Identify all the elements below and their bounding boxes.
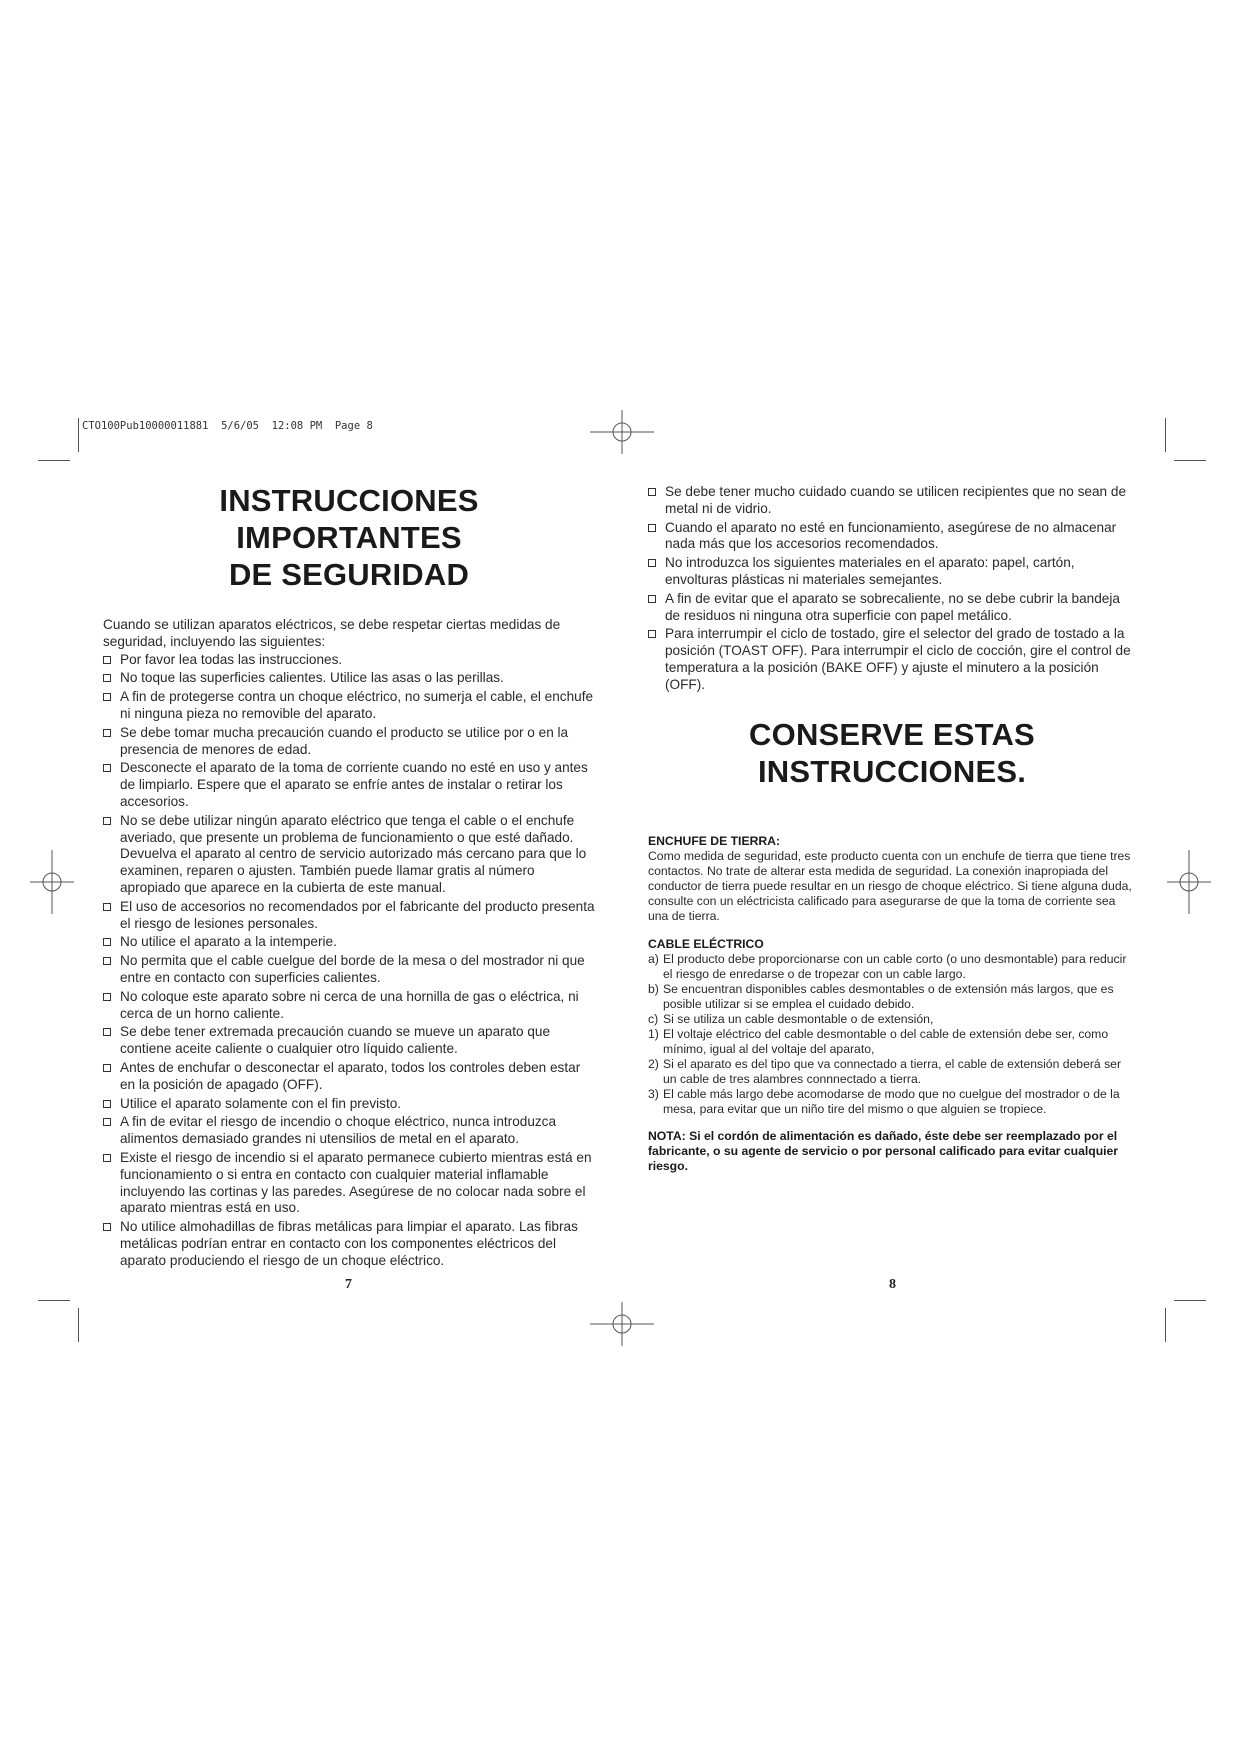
safety-title-line2: DE SEGURIDAD [228, 557, 470, 592]
list-item: a) El producto debe proporcionarse con un cable corto (o uno desmontable) para reducir el riesgo de enredarse o de tropezar con un cable largo. [648, 952, 1127, 981]
list-item: No coloque este aparato sobre ni cerca de una hornilla de gas o eléctrica, ni cerca de un horno caliente. [103, 989, 595, 1023]
cord-list [648, 952, 1136, 1117]
conserve-title-line1: CONSERVE ESTAS [749, 717, 1035, 752]
checkbox-icon [648, 630, 656, 638]
left-page [103, 482, 595, 1271]
crop-mark [1165, 418, 1166, 452]
checkbox-icon [103, 764, 111, 772]
list-item: Cuando el aparato no esté en funcionamiento, asegúrese de no almacenar nada más que los accesorios recomendados. [648, 520, 1136, 554]
list-item: b) Se encuentran disponibles cables desmontables o de extensión más largos, que es posible utilizar si se emplea el cuidado debido. [648, 982, 1114, 1011]
safety-title [103, 482, 595, 593]
list-item: A fin de protegerse contra un choque eléctrico, no sumerja el cable, el enchufe ni ninguna pieza no removible del aparato. [103, 689, 595, 723]
checkbox-icon [103, 1100, 111, 1108]
list-item: No utilice el aparato a la intemperie. [103, 934, 595, 951]
crop-mark [38, 1300, 70, 1301]
list-item: No utilice almohadillas de fibras metálicas para limpiar el aparato. Las fibras metálicas podrían entrar en contacto con los componentes eléctricos del aparato produciendo el riesgo de un choque eléctrico. [103, 1219, 595, 1269]
checkbox-icon [103, 656, 111, 664]
crop-mark [38, 460, 70, 461]
list-item: A fin de evitar que el aparato se sobrecaliente, no se debe cubrir la bandeja de residuos ni ninguna otra superficie con papel metálico. [648, 591, 1136, 625]
checkbox-icon [103, 1028, 111, 1036]
right-page [648, 484, 1136, 1186]
checkbox-icon [103, 729, 111, 737]
crop-mark [78, 418, 79, 452]
checkbox-icon [648, 595, 656, 603]
registration-mark-icon [590, 1302, 654, 1346]
checkbox-icon [103, 938, 111, 946]
list-item: El uso de accesorios no recomendados por el fabricante del producto presenta el riesgo de lesiones personales. [103, 899, 595, 933]
crop-mark [1174, 460, 1206, 461]
list-item: Antes de enchufar o desconectar el aparato, todos los controles deben estar en la posición de apagado (OFF). [103, 1060, 595, 1094]
checkbox-icon [103, 993, 111, 1001]
crop-mark [1165, 1308, 1166, 1342]
list-item: Se debe tener extremada precaución cuando se mueve un aparato que contiene aceite caliente o cualquier otro líquido caliente. [103, 1024, 595, 1058]
checkbox-icon [648, 559, 656, 567]
list-item: 1) El voltaje eléctrico del cable desmontable o del cable de extensión debe ser, como mínimo, igual al del voltaje del aparato, [648, 1027, 1109, 1056]
checkbox-icon [103, 903, 111, 911]
list-item: 3) El cable más largo debe acomodarse de modo que no cuelgue del mostrador o de la mesa, para evitar que un niño tire del mismo o que alguien se tropiece. [648, 1087, 1120, 1116]
list-item: No introduzca los siguientes materiales en el aparato: papel, cartón, envolturas plásticas ni materiales semejantes. [648, 555, 1136, 589]
registration-mark-icon [30, 850, 74, 914]
list-item: No se debe utilizar ningún aparato eléctrico que tenga el cable o el enchufe averiado, que presente un problema de funcionamiento o que esté dañado. Devuelva el aparato al centro de servicio autorizado más cercano para que lo examinen, reparen o ajusten. También puede llamar gratis al número apropiado que aparece en la cubierta de este manual. [103, 813, 595, 897]
list-item: Se debe tener mucho cuidado cuando se utilicen recipientes que no sean de metal ni de vidrio. [648, 484, 1136, 518]
crop-mark [78, 1308, 79, 1342]
safety-list-right [648, 484, 1136, 696]
checkbox-icon [103, 1064, 111, 1072]
registration-mark-icon [1167, 850, 1211, 914]
note-paragraph: NOTA: Si el cordón de alimentación es dañado, éste debe ser reemplazado por el fabricante, o su agente de servicio o por personal calificado para evitar cualquier riesgo. [648, 1129, 1119, 1173]
conserve-title-line2: INSTRUCCIONES. [757, 754, 1027, 789]
list-item: Utilice el aparato solamente con el fin previsto. [103, 1096, 595, 1113]
page-number-left: 7 [345, 1277, 352, 1292]
list-item: Existe el riesgo de incendio si el aparato permanece cubierto mientras está en funcionamiento o si entra en contacto con cualquier material inflamable incluyendo las cortinas y las paredes. Asegúrese de no colocar nada sobre el aparato mientras está en uso. [103, 1150, 595, 1217]
checkbox-icon [103, 1223, 111, 1231]
list-item: Desconecte el aparato de la toma de corriente cuando no esté en uso y antes de limpiarlo. Espere que el aparato se enfríe antes de instalar o retirar los accesorios. [103, 760, 595, 810]
intro-paragraph: Cuando se utilizan aparatos eléctricos, se debe respetar ciertas medidas de seguridad, incluyendo las siguientes: [103, 617, 561, 649]
checkbox-icon [648, 524, 656, 532]
list-item: 2) Si el aparato es del tipo que va connectado a tierra, el cable de extensión deberá ser un cable de tres alambres connnectado a tierra. [648, 1057, 1122, 1086]
cord-heading: CABLE ELÉCTRICO [648, 937, 764, 951]
list-item: No toque las superficies calientes. Utilice las asas o las perillas. [103, 670, 595, 687]
list-item: A fin de evitar el riesgo de incendio o choque eléctrico, nunca introduzca alimentos demasiado grandes ni utensilios de metal en el aparato. [103, 1114, 595, 1148]
safety-title-line1: INSTRUCCIONES IMPORTANTES [219, 483, 479, 555]
list-item: No permita que el cable cuelgue del borde de la mesa o del mostrador ni que entre en contacto con superficies calientes. [103, 953, 595, 987]
printer-slug: CTO100Pub10000011881 5/6/05 12:08 PM Page 8 [82, 420, 373, 432]
list-item: Para interrumpir el ciclo de tostado, gire el selector del grado de tostado a la posición (TOAST OFF). Para interrumpir el ciclo de cocción, gire el control de temperatura a la posición (BAKE OFF) y ajuste el minutero a la posición (OFF). [648, 626, 1136, 693]
conserve-title [648, 716, 1136, 790]
checkbox-icon [103, 817, 111, 825]
plug-paragraph: Como medida de seguridad, este producto cuenta con un enchufe de tierra que tiene tres contactos. No trate de alterar esta medida de seguridad. La conexión inapropiada del conductor de tierra puede resultar en un riesgo de choque eléctrico. Si tiene alguna duda, consulte con un eléctricista calificado para asegurarse de que la toma de corriente sea una de tierra. [648, 849, 1132, 923]
checkbox-icon [103, 1118, 111, 1126]
crop-mark [1174, 1300, 1206, 1301]
safety-list-left [103, 652, 595, 1270]
list-item: Se debe tomar mucha precaución cuando el producto se utilice por o en la presencia de menores de edad. [103, 725, 595, 759]
checkbox-icon [648, 488, 656, 496]
list-item: c) Si se utiliza un cable desmontable o de extensión, [648, 1012, 934, 1026]
plug-heading: ENCHUFE DE TIERRA: [648, 834, 781, 848]
checkbox-icon [103, 957, 111, 965]
registration-mark-icon [590, 410, 654, 454]
page-number-right: 8 [889, 1277, 896, 1292]
list-item: Por favor lea todas las instrucciones. [103, 652, 595, 669]
checkbox-icon [103, 693, 111, 701]
checkbox-icon [103, 1154, 111, 1162]
checkbox-icon [103, 674, 111, 682]
